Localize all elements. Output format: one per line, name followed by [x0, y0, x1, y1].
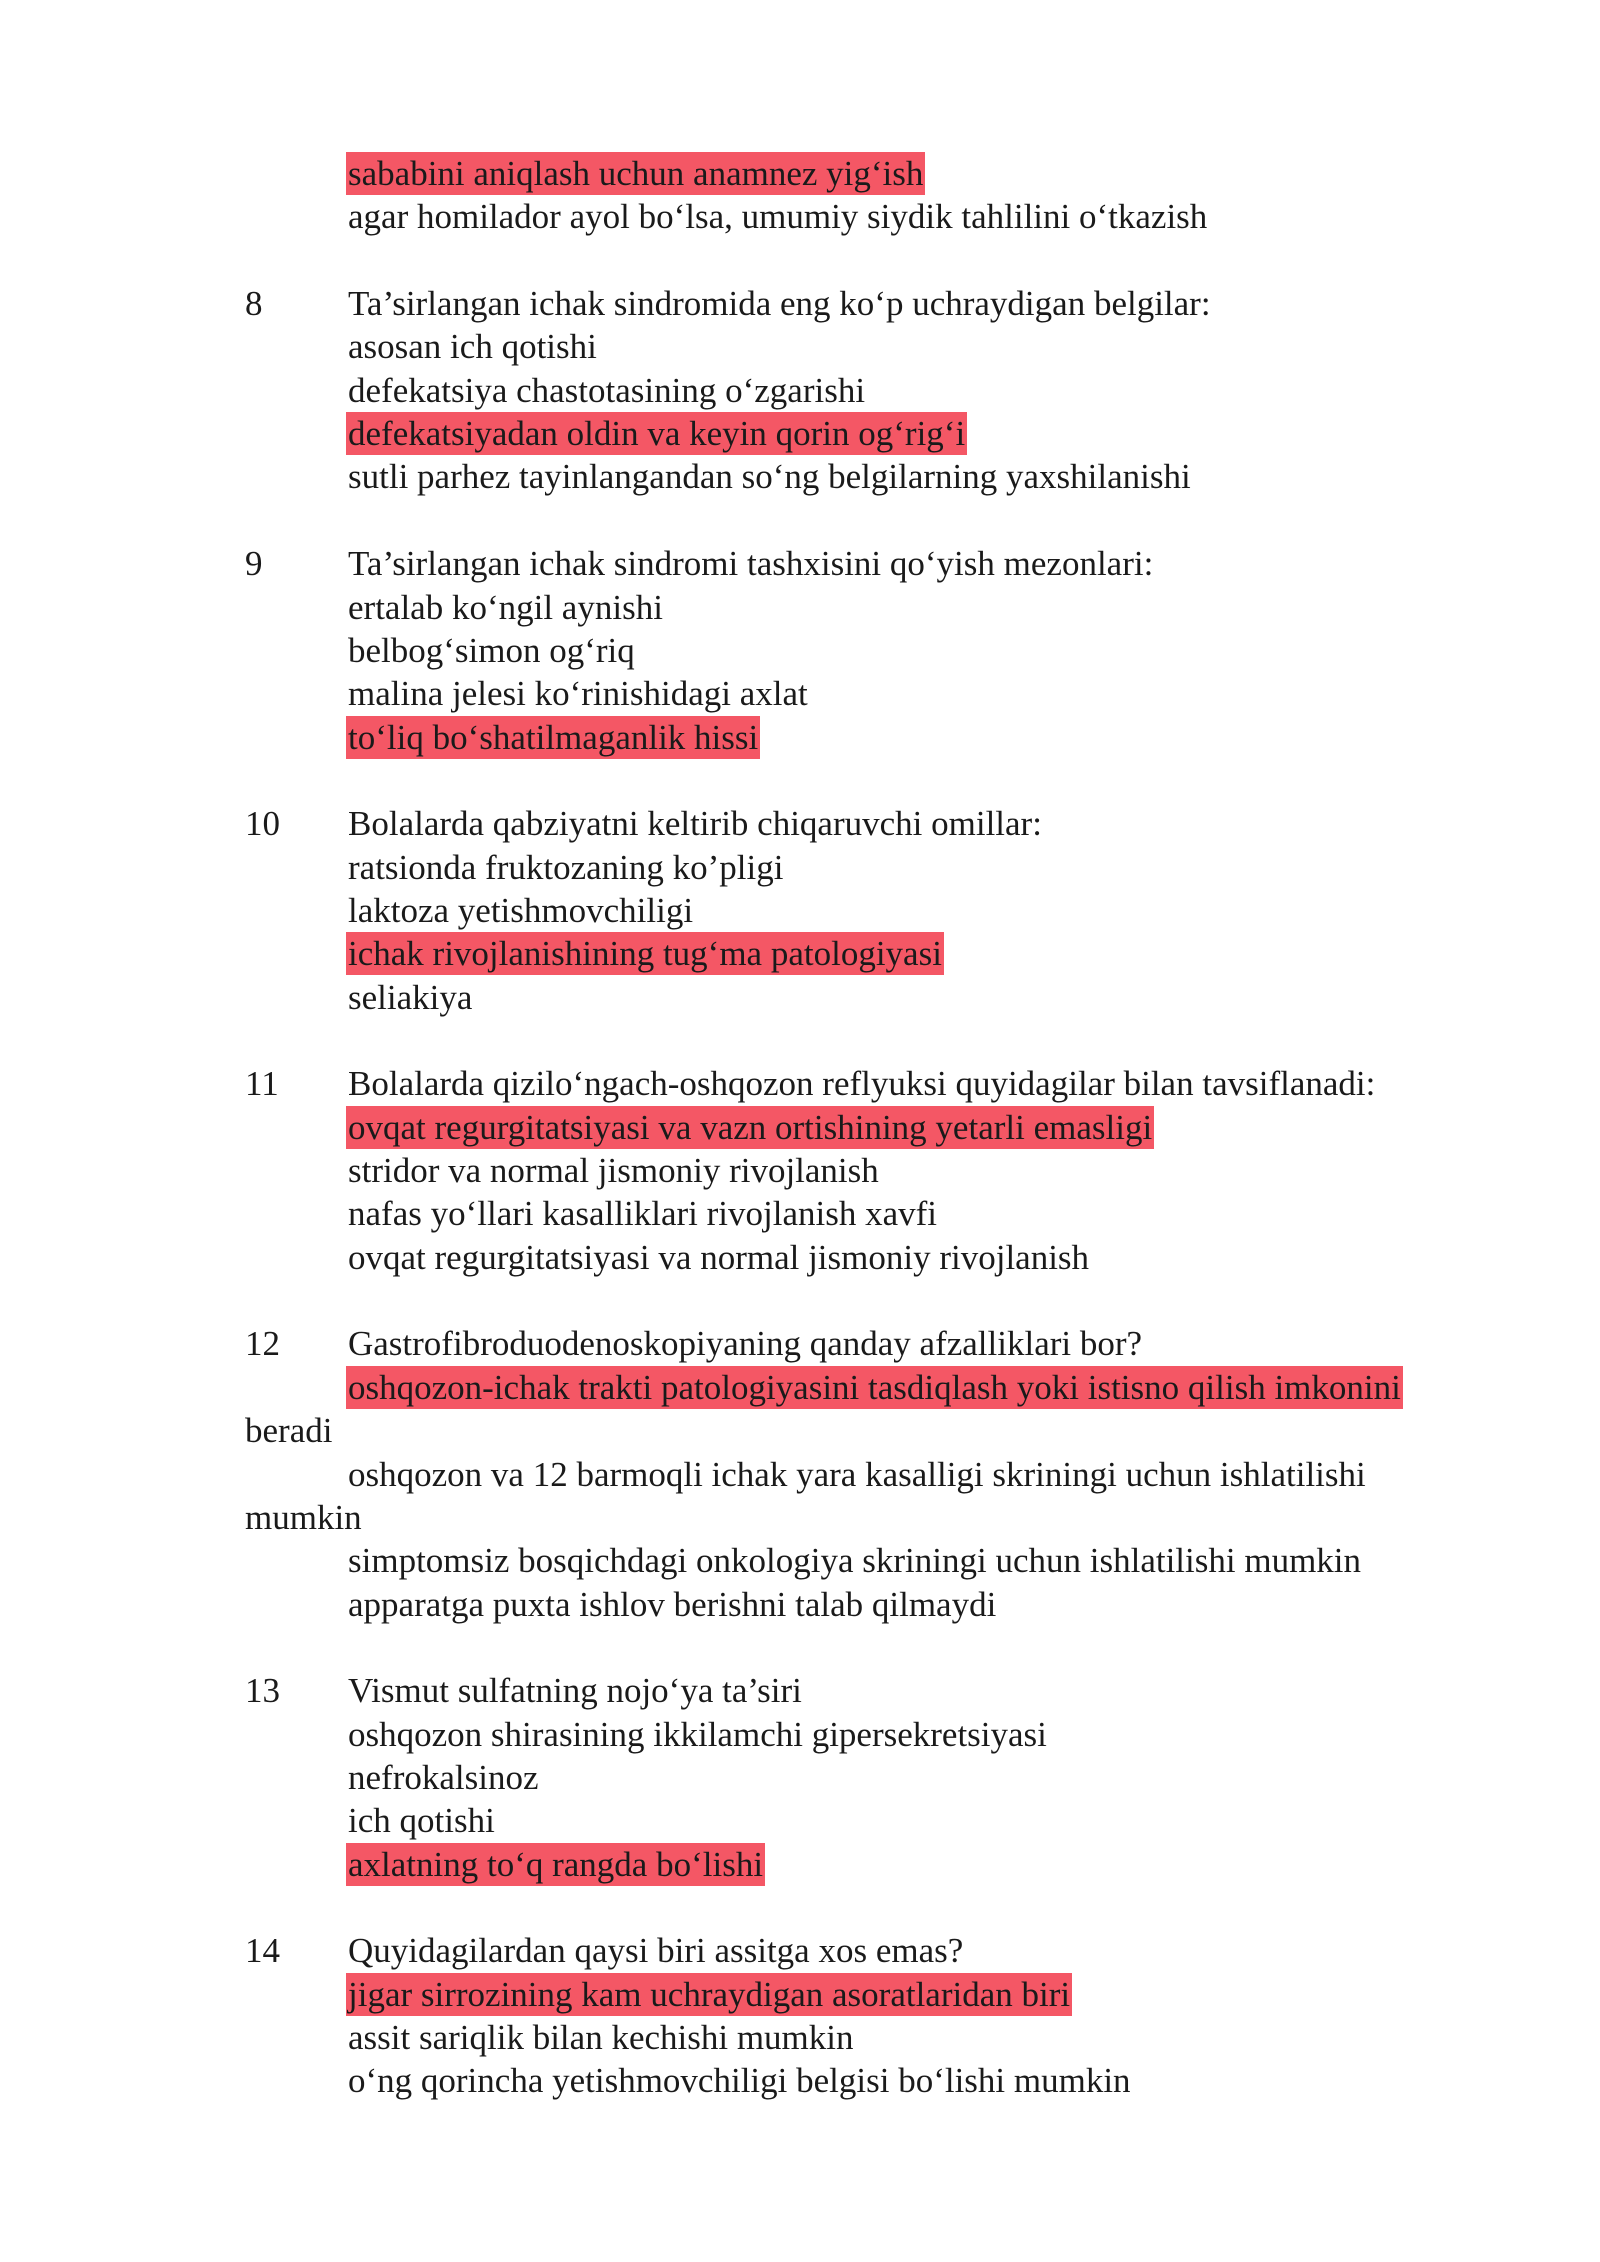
answer-option: [0, 455, 1600, 498]
highlighted-answer: oshqozon-ichak trakti patologiyasini tasdiqlash yoki istisno qilish imkonini: [348, 1367, 1401, 1407]
question-number: 12: [245, 1324, 280, 1364]
highlighted-answer: axlatning to‘q rangda bo‘lishi: [348, 1844, 764, 1884]
question-text: Quyidagilardan qaysi biri assitga xos emas?: [348, 1931, 964, 1971]
question-number: 13: [245, 1671, 280, 1711]
answer-option: [0, 1236, 1600, 1279]
answer-text: malina jelesi ko‘rinishidagi axlat: [348, 674, 808, 714]
answer-text: apparatga puxta ishlov berishni talab qilmaydi: [348, 1584, 997, 1624]
answer-option: [0, 195, 1600, 238]
answer-option: [0, 976, 1600, 1019]
answer-option: [0, 1583, 1600, 1626]
question-line: [0, 1062, 1600, 1105]
answer-text: belbog‘simon og‘riq: [348, 630, 635, 670]
question-line: [0, 1322, 1600, 1365]
answer-text: oshqozon va 12 barmoqli ichak yara kasalligi skriningi uchun ishlatilishi: [348, 1454, 1366, 1494]
answer-text: seliakiya: [348, 977, 473, 1017]
answer-text: assit sariqlik bilan kechishi mumkin: [348, 2018, 854, 2058]
answer-option: [0, 1713, 1600, 1756]
question-text: Ta’sirlangan ichak sindromida eng ko‘p uchraydigan belgilar:: [348, 284, 1211, 324]
answer-text: nafas yo‘llari kasalliklari rivojlanish xavfi: [348, 1194, 937, 1234]
answer-option: [0, 716, 1600, 759]
question-number: 9: [245, 544, 263, 584]
highlighted-answer: ichak rivojlanishining tug‘ma patologiyasi: [348, 934, 942, 974]
answer-option: [0, 1149, 1600, 1192]
answer-text: asosan ich qotishi: [348, 327, 597, 367]
answer-option: [0, 412, 1600, 455]
question-number: 8: [245, 284, 263, 324]
answer-option: [0, 369, 1600, 412]
highlighted-answer: to‘liq bo‘shatilmaganlik hissi: [348, 717, 759, 757]
answer-option: [0, 1192, 1600, 1235]
answer-text: agar homilador ayol bo‘lsa, umumiy siydik tahlilini o‘tkazish: [348, 197, 1208, 237]
question-text: Vismut sulfatning nojo‘ya ta’siri: [348, 1671, 802, 1711]
answer-option-continuation: [0, 1496, 1600, 1539]
highlighted-answer: jigar sirrozining kam uchraydigan asoratlaridan biri: [348, 1974, 1071, 2014]
answer-text: ich qotishi: [348, 1801, 495, 1841]
answer-text: ratsionda fruktozaning ko’pligi: [348, 847, 784, 887]
question-text: Ta’sirlangan ichak sindromi tashxisini qo‘yish mezonlari:: [348, 544, 1154, 584]
answer-option: [0, 1539, 1600, 1582]
answer-option: [0, 1973, 1600, 2016]
answer-option-continuation: [0, 1409, 1600, 1452]
answer-option: [0, 586, 1600, 629]
answer-option: [0, 1799, 1600, 1842]
question-line: [0, 802, 1600, 845]
answer-option: [0, 1366, 1600, 1409]
question-line: [0, 1669, 1600, 1712]
answer-option: [0, 672, 1600, 715]
answer-option: [0, 889, 1600, 932]
question-line: [0, 542, 1600, 585]
answer-text: ertalab ko‘ngil aynishi: [348, 587, 663, 627]
answer-option: [0, 1453, 1600, 1496]
answer-text: simptomsiz bosqichdagi onkologiya skriningi uchun ishlatilishi mumkin: [348, 1541, 1362, 1581]
answer-text: sutli parhez tayinlangandan so‘ng belgilarning yaxshilanishi: [348, 457, 1191, 497]
answer-option: [0, 1106, 1600, 1149]
question-text: Bolalarda qabziyatni keltirib chiqaruvchi omillar:: [348, 804, 1042, 844]
answer-option: [0, 2059, 1600, 2102]
answer-option: [0, 1843, 1600, 1886]
answer-wrap-text: mumkin: [245, 1497, 362, 1537]
answer-option: [0, 325, 1600, 368]
answer-option: [0, 152, 1600, 195]
question-line: [0, 282, 1600, 325]
answer-text: nefrokalsinoz: [348, 1757, 539, 1797]
highlighted-answer: ovqat regurgitatsiyasi va vazn ortishining yetarli emasligi: [348, 1107, 1153, 1147]
question-text: Bolalarda qizilo‘ngach-oshqozon reflyuksi quyidagilar bilan tavsiflanadi:: [348, 1064, 1376, 1104]
answer-text: oshqozon shirasining ikkilamchi gipersekretsiyasi: [348, 1714, 1047, 1754]
highlighted-answer: sababini aniqlash uchun anamnez yig‘ish: [348, 154, 924, 193]
answer-text: ovqat regurgitatsiyasi va normal jismoniy rivojlanish: [348, 1237, 1090, 1277]
answer-option: [0, 629, 1600, 672]
question-text: Gastrofibroduodenoskopiyaning qanday afzalliklari bor?: [348, 1324, 1143, 1364]
answer-text: laktoza yetishmovchiligi: [348, 890, 694, 930]
answer-text: defekatsiya chastotasining o‘zgarishi: [348, 370, 866, 410]
answer-wrap-text: beradi: [245, 1411, 333, 1451]
answer-option: [0, 1756, 1600, 1799]
question-number: 10: [245, 804, 280, 844]
answer-text: stridor va normal jismoniy rivojlanish: [348, 1151, 879, 1191]
question-number: 11: [245, 1064, 279, 1104]
answer-option: [0, 846, 1600, 889]
question-line: [0, 1929, 1600, 1972]
answer-option: [0, 2016, 1600, 2059]
question-number: 14: [245, 1931, 280, 1971]
highlighted-answer: defekatsiyadan oldin va keyin qorin og‘rig‘i: [348, 414, 966, 454]
answer-text: o‘ng qorincha yetishmovchiligi belgisi bo‘lishi mumkin: [348, 2061, 1131, 2101]
answer-option: [0, 932, 1600, 975]
